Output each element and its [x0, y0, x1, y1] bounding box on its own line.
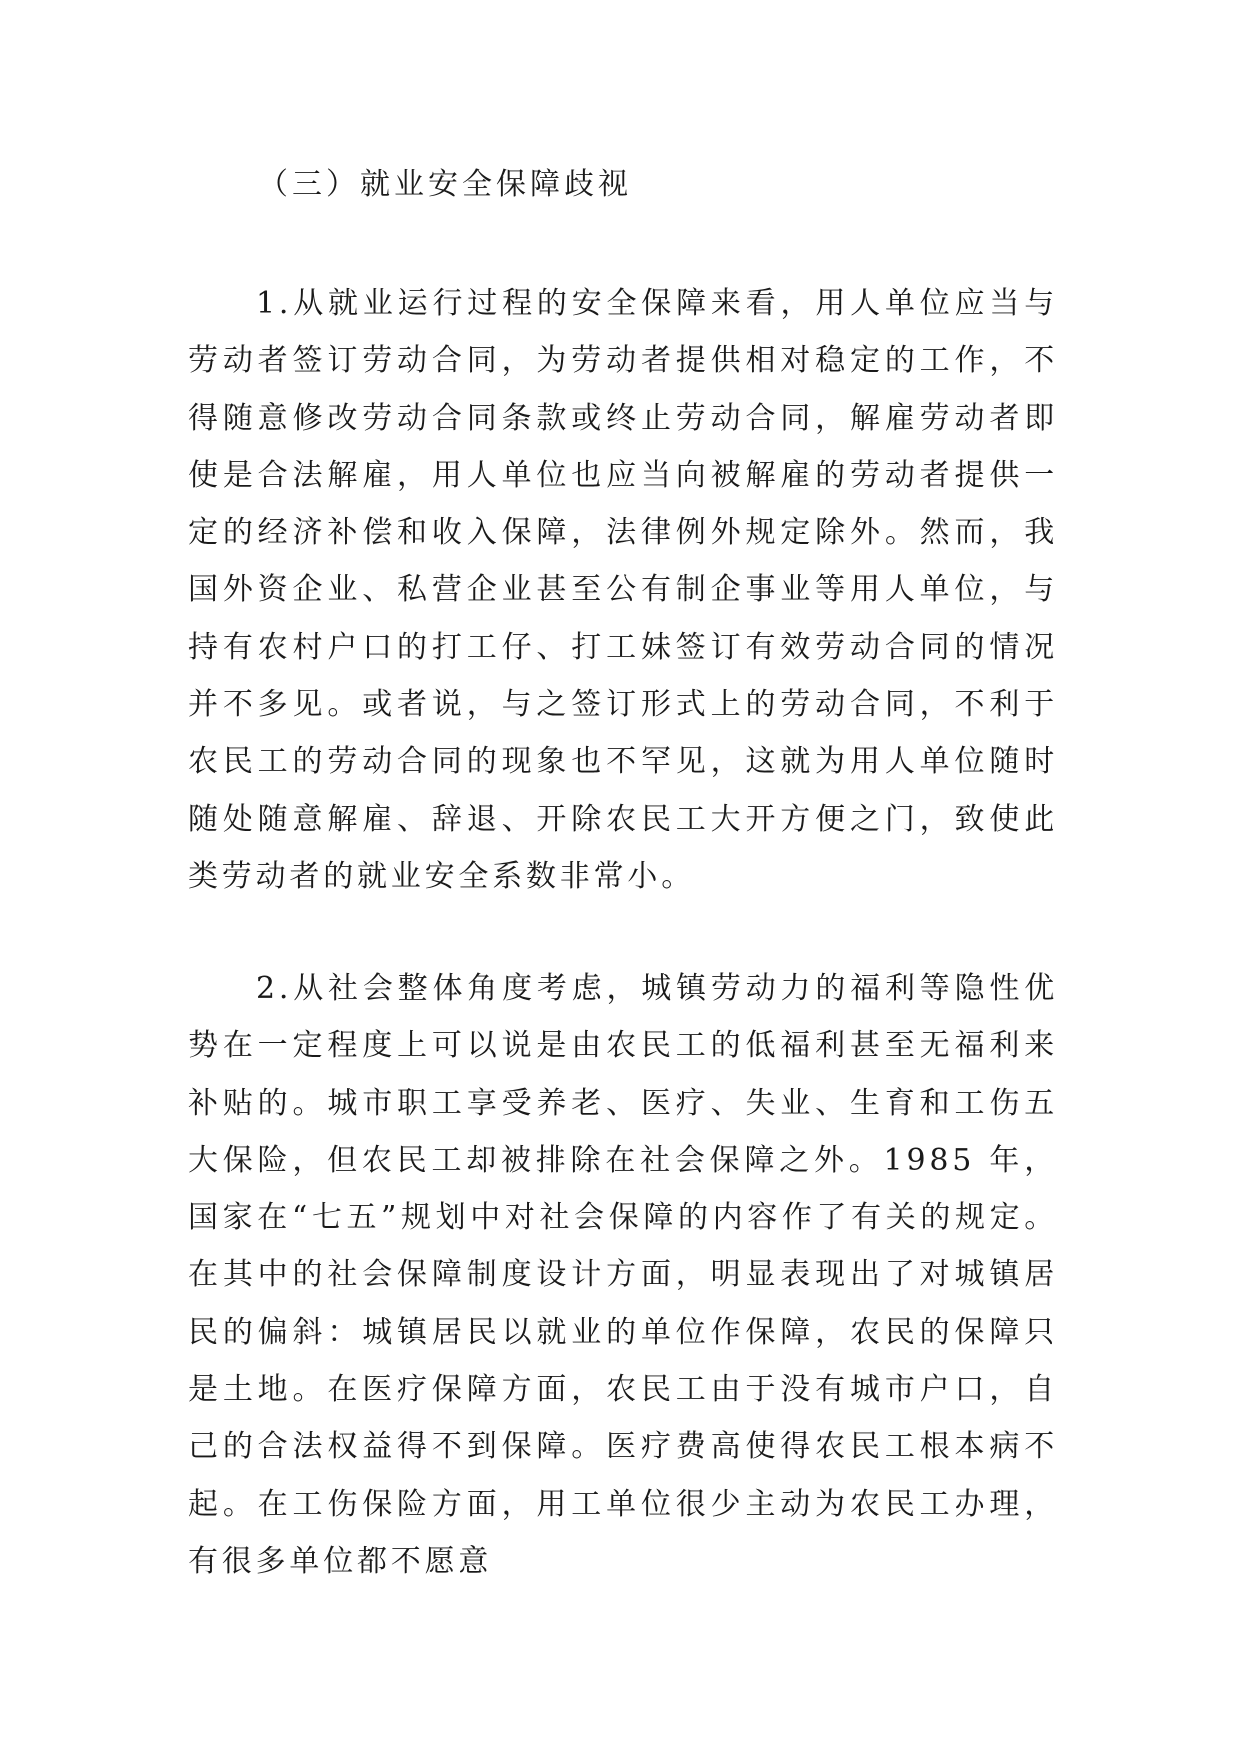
paragraph-social-security: 2.从社会整体角度考虑，城镇劳动力的福利等隐性优势在一定程度上可以说是由农民工的低福利甚至无福利来补贴的。城市职工享受养老、医疗、失业、生育和工伤五大保险，但农民工却被排除在社会保障之外。1985 年，国家在“七五”规划中对社会保障的内容作了有关的规定。在其中的社会保障制度设计方面，明显表现出了对城镇居民的偏斜：城镇居民以就业的单位作保障，农民的保障只是土地。在医疗保障方面，农民工由于没有城市户口，自己的合法权益得不到保障。医疗费高使得农民工根本病不起。在工伤保险方面，用工单位很少主动为农民工办理，有很多单位都不愿意 — [188, 971, 1058, 1579]
section-heading: （三）就业安全保障歧视 — [258, 167, 632, 202]
paragraph-employment-security: 1.从就业运行过程的安全保障来看，用人单位应当与劳动者签订劳动合同，为劳动者提供相对稳定的工作，不得随意修改劳动合同条款或终止劳动合同，解雇劳动者即使是合法解雇，用人单位也应当向被解雇的劳动者提供一定的经济补偿和收入保障，法律例外规定除外。然而，我国外资企业、私营企业甚至公有制企事业等用人单位，与持有农村户口的打工仔、打工妹签订有效劳动合同的情况并不多见。或者说，与之签订形式上的劳动合同，不利于农民工的劳动合同的现象也不罕见，这就为用人单位随时随处随意解雇、辞退、开除农民工大开方便之门，致使此类劳动者的就业安全系数非常小。 — [188, 286, 1058, 894]
